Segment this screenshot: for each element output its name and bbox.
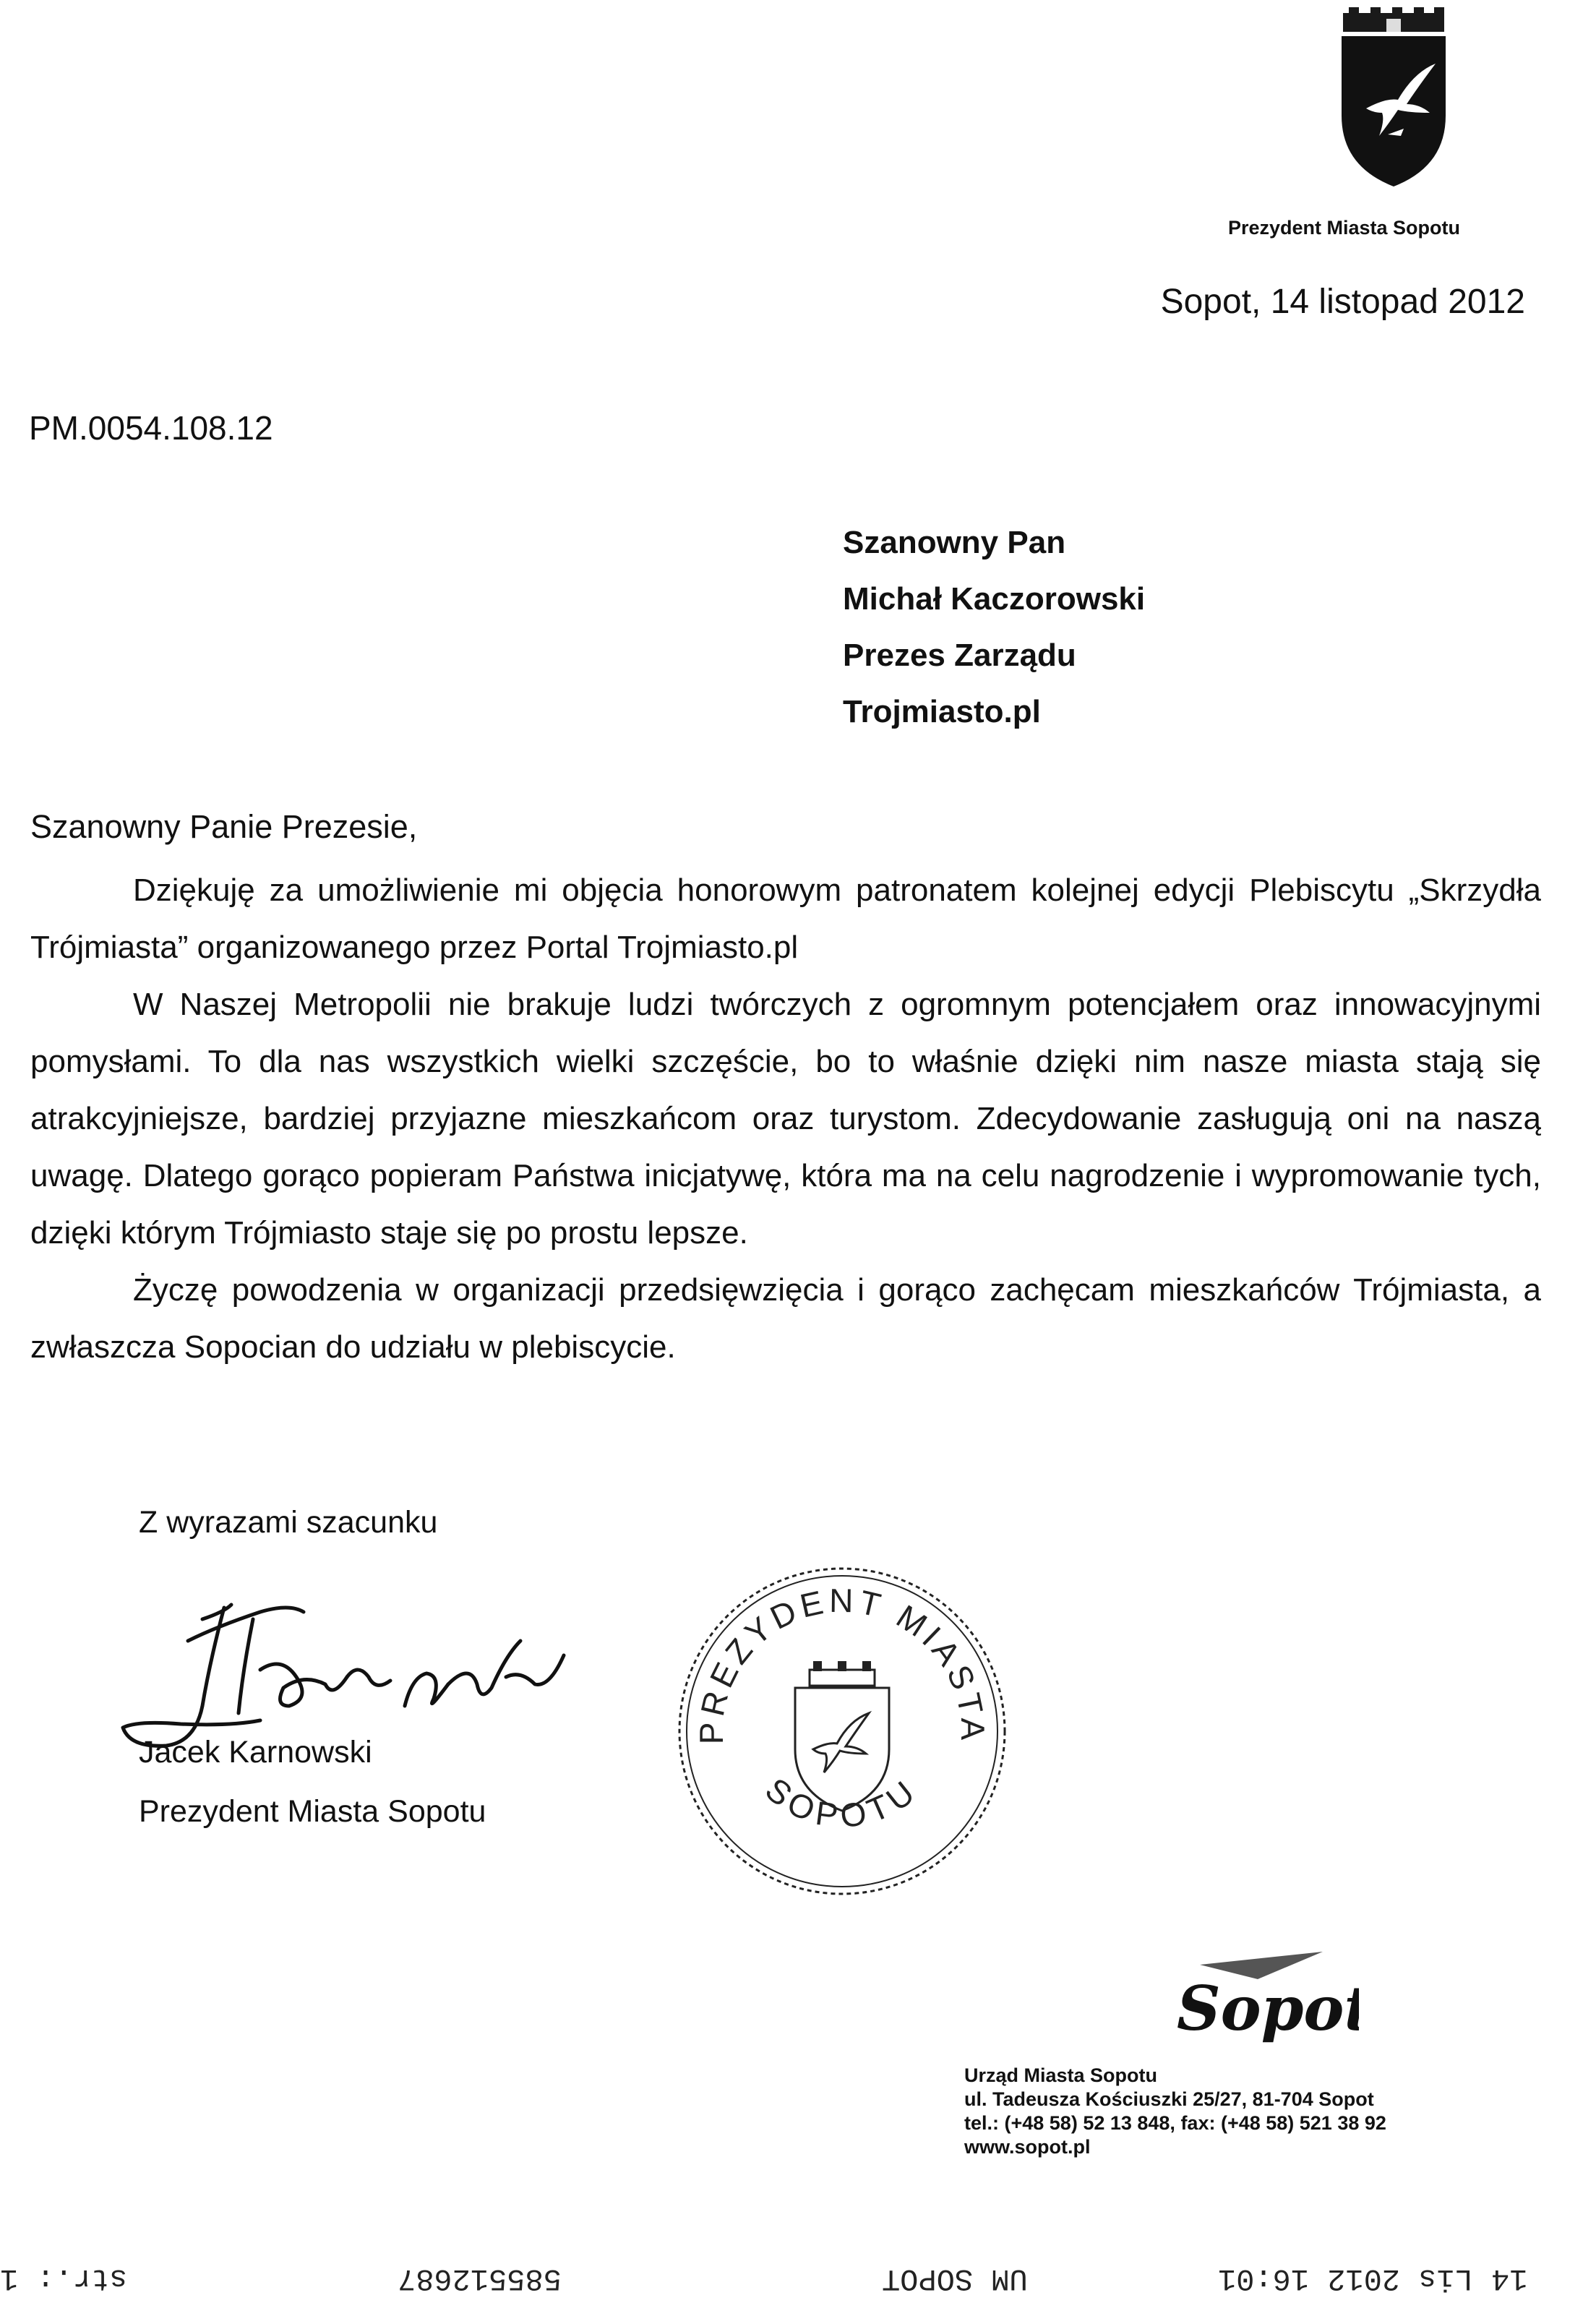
fax-number: 585512687 (398, 2261, 562, 2296)
closing-phrase: Z wyrazami szacunku (139, 1505, 438, 1540)
sopot-logo-text: Sopot (1177, 1973, 1359, 2044)
recipient-line-1: Szanowny Pan (843, 525, 1066, 560)
letter-body (30, 862, 1541, 1376)
footer-office-name: Urząd Miasta Sopotu (964, 2064, 1158, 2086)
letter-date: Sopot, 14 listopad 2012 (1160, 283, 1525, 321)
footer-street: ul. Tadeusza Kościuszki 25/27, 81-704 Sopot (964, 2088, 1374, 2110)
signer-role: Prezydent Miasta Sopotu (139, 1794, 486, 1829)
reference-number: PM.0054.108.12 (29, 409, 273, 447)
fax-page: str.: 1 (0, 2261, 128, 2296)
footer-phone-fax: tel.: (+48 58) 52 13 848, fax: (+48 58) 521 38 92 (964, 2112, 1386, 2134)
fax-header (0, 2261, 1596, 2297)
recipient-line-2: Michał Kaczorowski (843, 581, 1146, 617)
fax-date-time: 14 Lis 2012 16:01 (1218, 2261, 1528, 2296)
recipient-line-4: Trojmiasto.pl (843, 694, 1041, 729)
sender-title: Prezydent Miasta Sopotu (1227, 217, 1460, 239)
official-stamp (672, 1561, 1012, 1901)
sopot-coat-of-arms-icon (1329, 7, 1459, 188)
fax-station: UM SOPOT (882, 2261, 1028, 2296)
sopot-logo (1171, 1944, 1359, 2053)
stamp-top-text: PREZYDENT MIASTA (692, 1581, 992, 1745)
body-paragraph-2: W Naszej Metropolii nie brakuje ludzi twórczych z ogromnym potencjałem oraz innowacyjnymi pomysłami. To dla nas wszystkich wielki szczęście, bo to właśnie dzięki nim nasze miasta stają się atrakcyjniejsze, bardziej przyjazne mieszkańcom oraz turystom. Zdecydowanie zasługują oni na naszą uwagę. Dlatego gorąco popieram Państwa inicjatywę, która ma na celu nagrodzenie i wypromowanie tych, dzięki którym Trójmiasto staje się po prostu lepsze. (30, 987, 1541, 1251)
body-paragraph-3: Życzę powodzenia w organizacji przedsięwzięcia i gorąco zachęcam mieszkańców Trójmiasta, a zwłaszcza Sopocian do udziału w plebiscycie. (30, 1272, 1541, 1365)
svg-text:SOPOTU (758, 1770, 925, 1835)
signer-name: Jacek Karnowski (139, 1735, 372, 1770)
stamp-crest-icon (795, 1661, 889, 1811)
recipient-block (843, 515, 1145, 740)
city-crest (1329, 7, 1459, 188)
salutation: Szanowny Panie Prezesie, (30, 808, 418, 845)
stamp-bottom-text: SOPOTU (758, 1770, 926, 1835)
office-address (964, 2064, 1386, 2159)
body-paragraph-1: Dziękuję za umożliwienie mi objęcia honorowym patronatem kolejnej edycji Plebiscytu „Skrzydła Trójmiasta” organizowanego przez Portal Trojmiasto.pl (30, 872, 1541, 965)
footer-website: www.sopot.pl (964, 2136, 1091, 2158)
recipient-line-3: Prezes Zarządu (843, 638, 1076, 673)
